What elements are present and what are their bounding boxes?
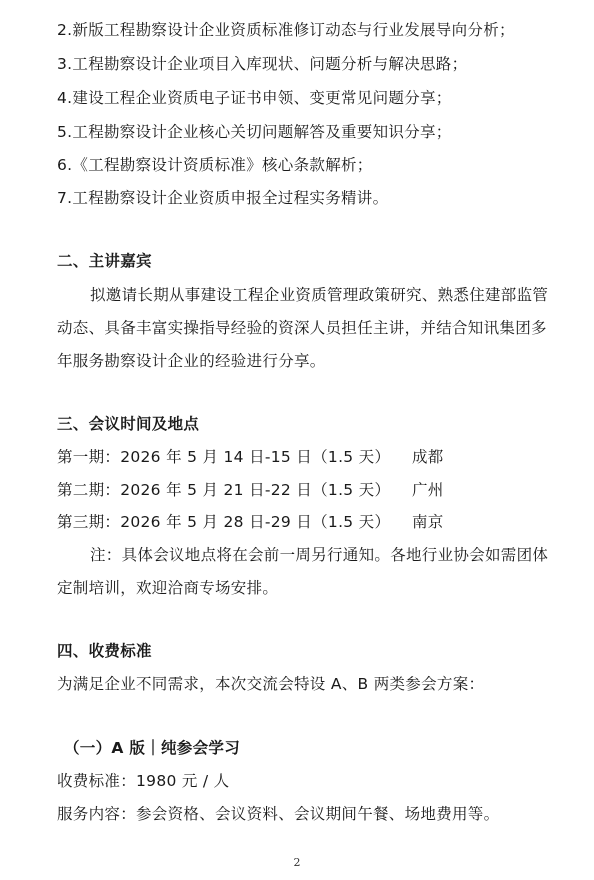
- speakers-paragraph-line-2: 动态、具备丰富实操指导经验的资深人员担任主讲，并结合知讯集团多: [57, 319, 547, 337]
- location-note-line-2: 定制培训，欢迎洽商专场安排。: [57, 579, 279, 597]
- session-row: [57, 480, 444, 500]
- section-heading-fees: 四、收费标准: [57, 642, 152, 660]
- plan-a-services: 服务内容：参会资格、会议资料、会议期间午餐、场地费用等。: [57, 805, 500, 823]
- speakers-paragraph-line-3: 年服务勘察设计企业的经验进行分享。: [57, 352, 326, 370]
- session-row: [57, 447, 444, 467]
- list-item-7: 7.工程勘察设计企业资质申报全过程实务精讲。: [57, 189, 389, 207]
- session-period: 第三期：2026 年 5 月 28 日-29 日（1.5 天）: [57, 513, 391, 531]
- session-period: 第二期：2026 年 5 月 21 日-22 日（1.5 天）: [57, 481, 391, 499]
- fees-intro: 为满足企业不同需求，本次交流会特设 A、B 两类参会方案：: [57, 675, 485, 693]
- list-item-3: 3.工程勘察设计企业项目入库现状、问题分析与解决思路；: [57, 55, 468, 73]
- page-number: 2: [293, 856, 301, 869]
- list-item-5: 5.工程勘察设计企业核心关切问题解答及重要知识分享；: [57, 123, 452, 141]
- list-item-2: 2.新版工程勘察设计企业资质标准修订动态与行业发展导向分析；: [57, 21, 515, 39]
- speakers-paragraph-line-1: 拟邀请长期从事建设工程企业资质管理政策研究、熟悉住建部监管: [90, 286, 549, 304]
- list-item-6: 6.《工程勘察设计资质标准》核心条款解析；: [57, 156, 373, 174]
- session-city: 成都: [412, 448, 444, 466]
- session-row: [57, 512, 444, 532]
- session-city: 南京: [412, 513, 444, 531]
- list-item-4: 4.建设工程企业资质电子证书申领、变更常见问题分享；: [57, 89, 452, 107]
- session-period: 第一期：2026 年 5 月 14 日-15 日（1.5 天）: [57, 448, 391, 466]
- section-heading-speakers: 二、主讲嘉宾: [57, 252, 152, 270]
- plan-a-heading: （一）A 版｜纯参会学习: [64, 739, 240, 757]
- session-city: 广州: [412, 481, 444, 499]
- plan-a-fee: 收费标准：1980 元 / 人: [57, 772, 230, 790]
- section-heading-time-location: 三、会议时间及地点: [57, 415, 200, 433]
- location-note-line-1: 注：具体会议地点将在会前一周另行通知。各地行业协会如需团体: [90, 546, 549, 564]
